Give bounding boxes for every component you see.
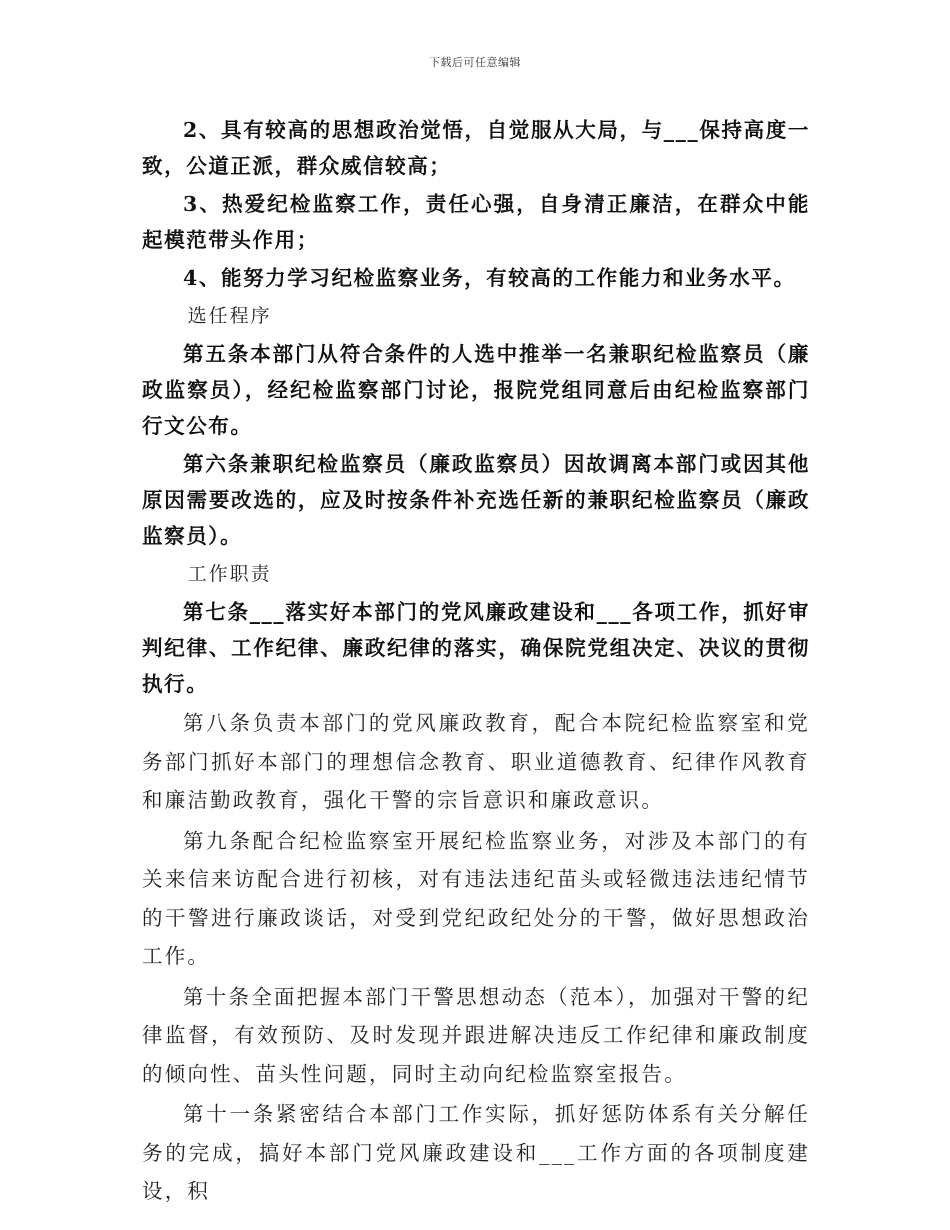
paragraph-article-5: 第五条本部门从符合条件的人选中推举一名兼职纪检监察员（廉政监察员），经纪检监察部门讨论，报院党组同意后由纪检监察部门行文公布。	[142, 342, 810, 438]
paragraph-article-8: 第八条负责本部门的党风廉政教育，配合本院纪检监察室和党务部门抓好本部门的理想信念教育、职业道德教育、纪律作风教育和廉洁勤政教育，强化干警的宗旨意识和廉政意识。	[142, 711, 810, 812]
page-header-note: 下载后可任意编辑	[429, 56, 521, 69]
paragraph-article-10: 第十条全面把握本部门干警思想动态（范本），加强对干警的纪律监督，有效预防、及时发现并跟进解决违反工作纪律和廉政制度的倾向性、苗头性问题，同时主动向纪检监察室报告。	[142, 984, 810, 1086]
paragraph-article-6: 第六条兼职纪检监察员（廉政监察员）因故调离本部门或因其他原因需要改选的，应及时按条件补充选任新的兼职纪检监察员（廉政监察员）。	[142, 452, 810, 548]
paragraph-article-11: 第十一条紧密结合本部门工作实际，抓好惩防体系有关分解任务的完成，搞好本部门党风廉政建设和___工作方面的各项制度建设，积	[142, 1102, 810, 1203]
paragraph-article-7: 第七条___落实好本部门的党风廉政建设和___各项工作，抓好审判纪律、工作纪律、廉政纪律的落实，确保院党组决定、决议的贯彻执行。	[142, 600, 810, 696]
paragraph-requirement-3: 3、热爱纪检监察工作，责任心强，自身清正廉洁，在群众中能起模范带头作用；	[142, 192, 810, 252]
paragraph-article-9: 第九条配合纪检监察室开展纪检监察业务，对涉及本部门的有关来信来访配合进行初核，对有违法违纪苗头或轻微违法违纪情节的干警进行廉政谈话，对受到党纪政纪处分的干警，做好思想政治工作。	[142, 828, 810, 968]
document-body	[142, 112, 810, 1213]
paragraph-requirement-4: 4、能努力学习纪检监察业务，有较高的工作能力和业务水平。	[183, 266, 796, 290]
paragraph-requirement-2: 2、具有较高的思想政治觉悟，自觉服从大局，与___保持高度一致，公道正派，群众威信较高；	[142, 118, 810, 178]
section-heading-selection-procedure: 选任程序	[187, 305, 272, 327]
section-heading-duties: 工作职责	[187, 563, 272, 585]
